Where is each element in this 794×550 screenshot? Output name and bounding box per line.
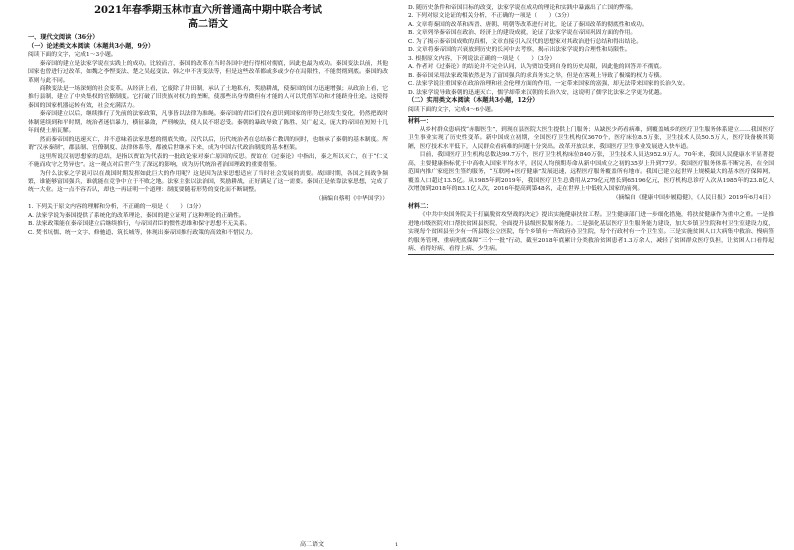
material-paragraph: 目前，我国医疗卫生机构总数达99.7万个，医疗卫生机构床位840万张，卫生技术人员达952.9万人。70年来，我国人民健康水平显著提高，主要健康指标优于中高收入国家平均水平，居民人均预期寿命从新中国成立之初的35岁上升到77岁。我国医疗服务体系不断完善，在全国范围内推广家庭医生签约服务，“互联网+医疗健康”发展迅速，远程医疗服务覆盖所有地市。我国已建立起世界上规模最大的基本医疗保障网，覆盖人口超过13.5亿。从1985年到2019年，我国医疗卫生总费用从279亿元增长到65196亿元，医疗机构总诊疗人次从1985年的23.8亿人次增加到2018年的83.1亿人次，2016年提高到第48名，走在世界上中低收入国家的前列。	[408, 152, 774, 193]
instruction: 阅读下面的文字，完成1～3小题。	[28, 52, 117, 59]
question-3-option-b: B. 秦帝国采用法家政策依然是为了富国强兵的求真务实之举，但是在客观上导致了极端的权力专横。	[408, 72, 666, 79]
material-1-source: （摘编自《健康中国步履稳健》，《人民日报》2019年6月4日）	[612, 194, 774, 201]
question-3: 3. 根据原文内容，下列说法正确的一项是（ ）（3分）	[408, 55, 556, 62]
question-1-option-a: A. 法家学说为秦国提供了系统化的改革理论，秦国的建立证明了这种理论的正确性。	[28, 212, 245, 219]
page-number: 1	[395, 542, 399, 548]
exam-title: 2021年春季期玉林市直六所普通高中期中联合考试	[94, 5, 322, 16]
question-2: 2. 下列对原文论证的相关分析，不正确的一项是（ ）（3分）	[408, 13, 573, 20]
exam-subtitle: 高二语文	[188, 19, 228, 30]
passage-paragraph: 为什么法家之学说可以在战国时期发挥如此巨大的作用呢？这是因为法家思想适应了当时社会发展的需要。战国时期，各国之间战争频繁，谁能够富国强兵，谁就能在竞争中立于不败之地。法家主张以法治国，奖励耕战，正好满足了这一需要。秦国正是依靠法家思想，完成了统一大业。这一点不容否认，却也一再证明一个道理：制度要随着形势的变化而不断调整。	[28, 170, 388, 194]
question-3-option-c: C. 法家学说注重国家在政治治理和社会伦理方面的作用，一定带来国家的富强，却无法带来国家的长治久安。	[408, 81, 689, 88]
left-column	[28, 0, 388, 237]
question-1-option-c: C. 焚书坑儒、统一文字、修驰道、筑长城等，体现出秦帝国推行政策的高效和不惜民力。	[28, 229, 257, 236]
footer-subject: 高二语文	[300, 541, 325, 548]
material-2-label: 材料二：	[408, 203, 433, 211]
right-column	[408, 0, 774, 257]
material-1-label: 材料一：	[408, 118, 433, 126]
passage-paragraph: 这里所说汉初思想家的总结，是指以贾谊为代表的一批政论家对秦亡原因的反思。贾谊在《过秦论》中指出，秦之所以灭亡，在于“仁义不施而攻守之势异也”。这一观点对后世产生了深远的影响，成为历代统治者治国理政的重要借鉴。	[28, 153, 388, 169]
question-3-option-a: A. 作者对《过秦论》的结论并不完全认同，认为贾谊受到自身的历史局限，因此他的回答并不彻底。	[408, 64, 666, 71]
passage-paragraph: 秦帝国建立以后，继续推行了先前的法家政策，凡事皆以法律为准绳。秦帝国的君臣们没有意识到国家的形势已经发生变化，仍然把战时体制延续到和平时期，统治者迷信暴力，横征暴敛，严刑峻法，使人民不堪忍受。秦朝的暴政导致了陈胜、吴广起义，庞大的帝国在短短十几年间便土崩瓦解。	[28, 111, 388, 135]
question-2-option-a: A. 文章将秦国的改革和西晋、唐朝、明朝等改革进行对比，论证了秦国改革的彻底性和成功。	[408, 21, 648, 28]
question-2-option-c: C. 为了揭示秦帝国成败的真相，文章直接引入汉代的思想家对其政治进行总结和得出结论。	[408, 38, 642, 45]
passage-paragraph: 商鞅变法是一场深刻的社会变革。从经济上看，它废除了井田制，承认了土地私有，奖励耕战，使秦国的国力迅速增强；从政治上看，它推行县制，建立了中央集权的官僚制度。它打破了旧贵族对权力的垄断，使那些出身卑微但有才能的人可以凭借军功和才能跻身仕途。这使得秦国的国家机器运转有效，社会充满活力。	[28, 86, 388, 109]
section-heading: 一、现代文阅读（36分）	[28, 34, 99, 41]
question-2-option-d: D. 文章将秦帝国的兴衰放到历史的长河中去考察，揭示出法家学说的合理性和局限性。	[408, 47, 631, 54]
material-paragraph: 从乡村群众患病找“赤脚医生”，到现在县医院大医生提供上门服务；从缺医少药看病难，到覆盖城乡的医疗卫生服务体系建立……我国医疗卫生事业实现了历史性变革。新中国成立初期，全国医疗卫生机构仅3670个，医疗床位8.5万张，卫生技术人员50.5万人，医疗设备极其简陋，医疗技术水平低下，人民群众看病难的问题十分突出。改革开放以来，我国医疗卫生事业发展进入快车道。	[408, 127, 774, 150]
material-paragraph: 《中共中央国务院关于打赢脱贫攻坚战的决定》提出实施健康扶贫工程。卫生健康部门进一步细化措施，将扶贫健康作为重中之重。一是推进地市级医院对口帮扶贫困县医院，全面提升县级医院服务能力。二是强化基层医疗卫生服务能力建设，加大乡镇卫生院和村卫生室建设力度，实现每个贫困县至少有一所县级公立医院，每个乡镇有一所政府办卫生院，每个行政村有一个卫生室。三是实施贫困人口大病集中救治、慢病签约服务管理、重病兜底保障“三个一批”行动，截至2018年底累计分类救治贫困患者1.3万余人，减轻了贫困群众医疗负担，让贫困人口看得起病、看得好病、看得上病、少生病。	[408, 212, 774, 253]
question-2-option-b: B. 文章列举秦帝国在政治、经济上的建设成就，论证了法家学说在帝国巩固方面的作用。	[408, 30, 637, 37]
instruction: 阅读下面的文字，完成4～6小题。	[408, 106, 497, 113]
question-3-option-d: D. 法家学说导致秦朝的迅速灭亡，儒学却带来汉朝的长治久安，这说明了儒学比法家之学更为优越。	[408, 89, 666, 96]
passage-paragraph: 秦帝国的建立是法家学说在实践上的成功。比较而言，秦国的改革在当时各国中进行得相对彻底，因此也最为成功。秦国变法以前，其他国家也曾进行过改革，如魏之李悝变法、楚之吴起变法、韩之申不害变法等，但是这些改革都或多或少存在局限性，不能贯彻到底。秦国的改革则与此不同。	[28, 60, 388, 84]
passage-paragraph: 然而秦帝国的迅速灭亡，并不意味着法家思想的彻底失败。汉代以后，历代统治者在总结秦亡教训的同时，也继承了秦朝的基本制度。所谓“汉承秦制”，郡县制、官僚制度、法律体系等，都被后世继承下来，成为中国古代政治制度的基本框架。	[28, 136, 388, 152]
passage-source: （摘编自蔡明《中华国学》）	[315, 195, 388, 202]
question-1-option-d: D. 随历史条件和帝国目标的改变，法家学说在成功的理论和实践中暴露出了亡国的弊端。	[408, 5, 637, 11]
subsection-heading: （二）实用类文本阅读（本题共3小题，12分）	[408, 96, 539, 104]
material-box	[408, 116, 774, 254]
question-1-option-b: B. 法家政策能在秦帝国建立后继续推行，与帝国君臣的惯性思维和保守思想不无关系。	[28, 221, 251, 228]
question-1: 1. 下列关于原文内容的理解和分析，不正确的一项是（ ）（3分）	[28, 204, 205, 211]
subsection-heading: （一）论述类文本阅读（本题共3小题，9分）	[28, 42, 155, 50]
